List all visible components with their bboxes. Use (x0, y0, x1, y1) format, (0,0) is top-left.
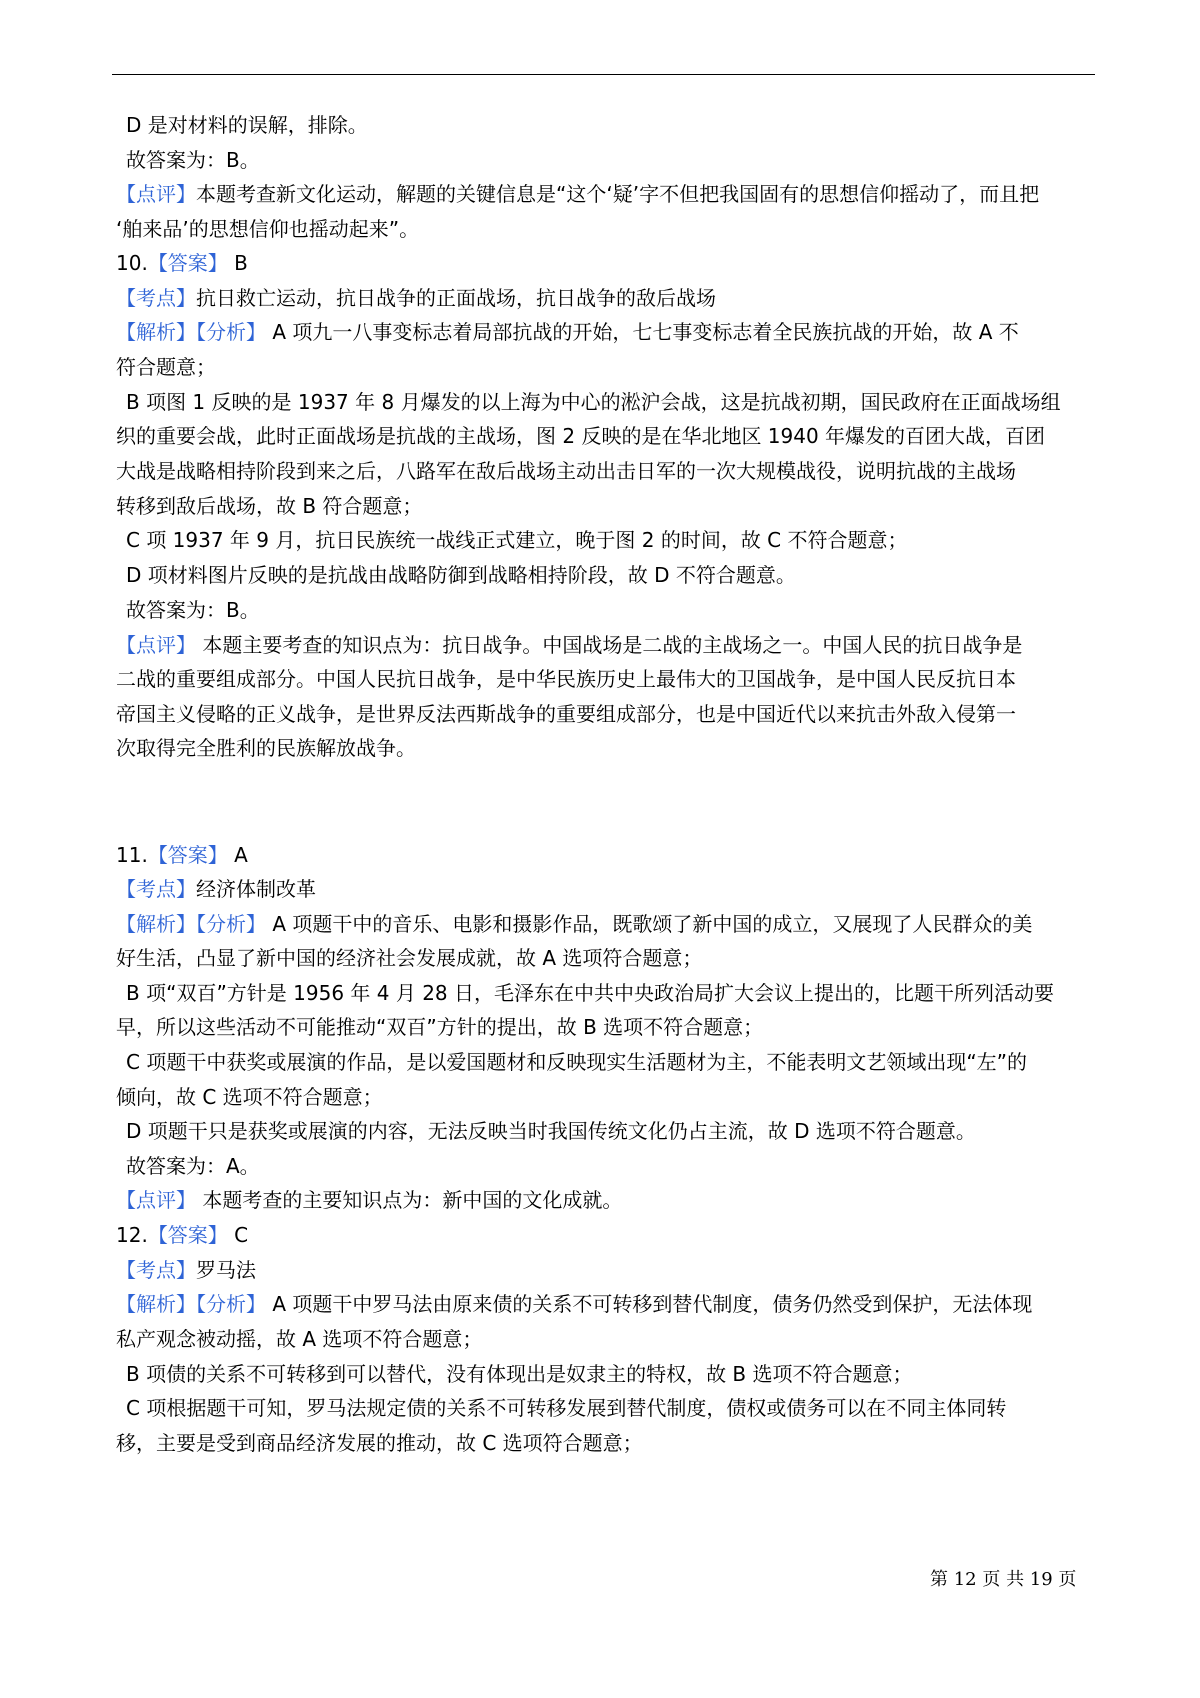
text-line: 【解析】【分析】 A 项题干中的音乐、电影和摄影作品，既歌颂了新中国的成立，又展现了人民群众的美 (116, 912, 1033, 936)
text-line: 【考点】抗日救亡运动，抗日战争的正面战场，抗日战争的敌后战场 (116, 286, 716, 310)
text-line: 故答案为：B。 (126, 148, 260, 172)
section-tag: 【解析】 (116, 912, 196, 936)
text-line: C 项根据题干可知，罗马法规定债的关系不可转移发展到替代制度，债权或债务可以在不同主体同转 (126, 1396, 1007, 1420)
section-tag: 【分析】 (196, 1292, 266, 1316)
text-line: D 项题干只是获奖或展演的内容，无法反映当时我国传统文化仍占主流，故 D 选项不符合题意。 (126, 1119, 976, 1143)
text-line: B 项债的关系不可转移到可以替代，没有体现出是奴隶主的特权，故 B 选项不符合题意； (126, 1362, 913, 1386)
section-tag: 【答案】 (147, 251, 228, 275)
text-line: D 项材料图片反映的是抗战由战略防御到战略相持阶段，故 D 不符合题意。 (126, 563, 796, 587)
text-line: 【考点】罗马法 (116, 1258, 256, 1282)
text-line: D 是对材料的误解，排除。 (126, 113, 368, 137)
section-tag: 【答案】 (147, 1223, 228, 1247)
text-line: 二战的重要组成部分。中国人民抗日战争，是中华民族历史上最伟大的卫国战争，是中国人民反抗日本 (116, 667, 1016, 691)
text-line: 移，主要是受到商品经济发展的推动，故 C 选项符合题意； (116, 1431, 643, 1455)
text-line: C 项 1937 年 9 月，抗日民族统一战线正式建立，晚于图 2 的时间，故 C 不符合题意； (126, 528, 908, 552)
text-line: 【点评】 本题考查的主要知识点为：新中国的文化成就。 (116, 1188, 623, 1212)
text-line: 故答案为：B。 (126, 598, 260, 622)
section-tag: 【解析】 (116, 1292, 196, 1316)
text-line: 【解析】【分析】 A 项题干中罗马法由原来债的关系不可转移到替代制度，债务仍然受到保护，无法体现 (116, 1292, 1033, 1316)
section-tag: 【考点】 (116, 877, 196, 901)
section-tag: 【分析】 (196, 912, 266, 936)
section-tag: 【答案】 (147, 843, 228, 867)
text-line: C 项题干中获奖或展演的作品，是以爱国题材和反映现实生活题材为主，不能表明文艺领域出现“左”的 (126, 1050, 1028, 1074)
text-line: 好生活，凸显了新中国的经济社会发展成就，故 A 选项符合题意； (116, 946, 703, 970)
section-tag: 【分析】 (196, 320, 266, 344)
text-line: 倾向，故 C 选项不符合题意； (116, 1085, 383, 1109)
text-line: 帝国主义侵略的正义战争，是世界反法西斯战争的重要组成部分，也是中国近代以来抗击外敌入侵第一 (116, 702, 1016, 726)
text-line: 转移到敌后战场，故 B 符合题意； (116, 494, 423, 518)
section-tag: 【考点】 (116, 286, 196, 310)
section-tag: 【考点】 (116, 1258, 196, 1282)
text-line: B 项图 1 反映的是 1937 年 8 月爆发的以上海为中心的淞沪会战，这是抗战初期，国民政府在正面战场组 (126, 390, 1061, 414)
section-tag: 【解析】 (116, 320, 196, 344)
text-line: B 项“双百”方针是 1956 年 4 月 28 日，毛泽东在中共中央政治局扩大会议上提出的，比题干所列活动要 (126, 981, 1055, 1005)
text-line: 大战是战略相持阶段到来之后，八路军在敌后战场主动出击日军的一次大规模战役，说明抗战的主战场 (116, 459, 1016, 483)
text-line: 次取得完全胜利的民族解放战争。 (116, 736, 416, 760)
page-footer: 第 12 页 共 19 页 (930, 1569, 1077, 1590)
text-line: 11.【答案】 A (116, 843, 248, 867)
text-line: 符合题意； (116, 355, 216, 379)
text-line: 织的重要会战，此时正面战场是抗战的主战场，图 2 反映的是在华北地区 1940 年爆发的百团大战，百团 (116, 424, 1046, 448)
text-line: 10.【答案】 B (116, 251, 248, 275)
text-line: 故答案为：A。 (126, 1154, 260, 1178)
section-tag: 【点评】 (116, 633, 196, 657)
text-line: 早，所以这些活动不可能推动“双百”方针的提出，故 B 选项不符合题意； (116, 1015, 764, 1039)
text-line: 【点评】 本题主要考查的知识点为：抗日战争。中国战场是二战的主战场之一。中国人民的抗日战争是 (116, 633, 1023, 657)
text-line: 私产观念被动摇，故 A 选项不符合题意； (116, 1327, 483, 1351)
text-line: 12.【答案】 C (116, 1223, 249, 1247)
section-tag: 【点评】 (116, 1188, 196, 1212)
text-line: 【解析】【分析】 A 项九一八事变标志着局部抗战的开始，七七事变标志着全民族抗战的开始，故 A 不 (116, 320, 1019, 344)
header-rule (112, 74, 1095, 75)
text-line: ‘舶来品’的思想信仰也摇动起来”。 (116, 217, 420, 241)
text-line: 【考点】经济体制改革 (116, 877, 316, 901)
text-line: 【点评】本题考查新文化运动，解题的关键信息是“这个‘疑’字不但把我国固有的思想信仰摇动了，而且把 (116, 182, 1040, 206)
section-tag: 【点评】 (116, 182, 196, 206)
